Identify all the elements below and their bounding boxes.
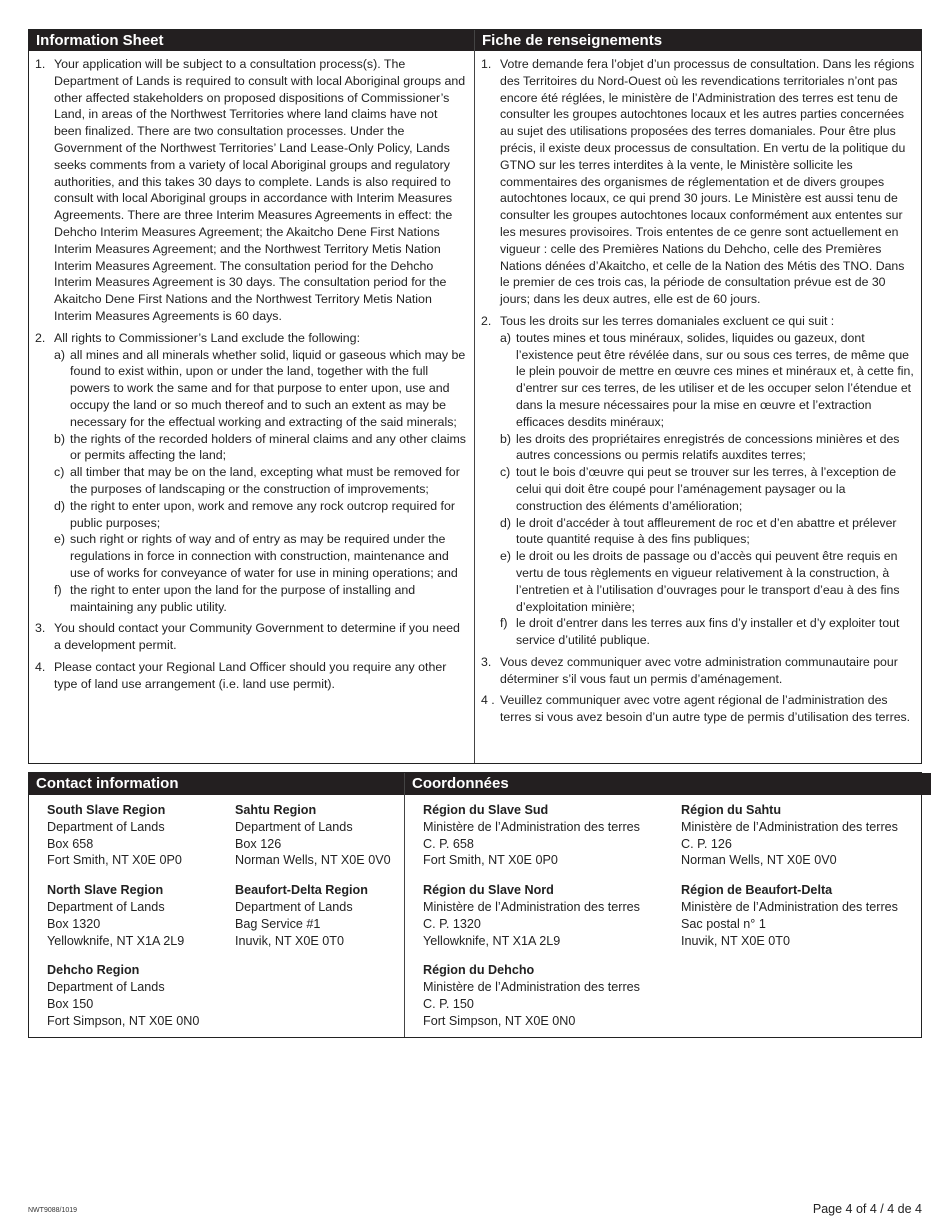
- item-number: 1.: [481, 57, 492, 71]
- postal-box: C. P. 658: [423, 836, 474, 851]
- postal-box: C. P. 150: [423, 996, 474, 1011]
- department-name: Ministère de l’Administration des terres: [681, 899, 898, 914]
- department-name: Ministère de l’Administration des terres: [423, 980, 640, 995]
- sub-item: [500, 431, 915, 465]
- information-list-fr: [481, 56, 915, 726]
- sub-item-text: the right to enter upon, work and remove any rock outcrop required for public purposes;: [70, 498, 456, 530]
- sub-item: [500, 548, 915, 615]
- item-text: Tous les droits sur les terres domaniales excluent ce qui suit :: [500, 313, 835, 328]
- sub-item-text: le droit d’accéder à tout affleurement de roc et d’en abattre et prélever toute quantité requise à des fins publiques;: [516, 515, 897, 547]
- list-item: [35, 56, 468, 325]
- item-text: You should contact your Community Government to determine if you need a development permit.: [54, 621, 460, 653]
- item-number: 2.: [481, 313, 492, 328]
- department-name: Department of Lands: [47, 980, 165, 995]
- postal-box: C. P. 1320: [423, 916, 481, 931]
- sub-item-text: all mines and all minerals whether solid, liquid or gaseous which may be found to exist within, upon or under the land, together with the full powers to work the same and for that purpose to enter upon, use and occupy the land or so much thereof and to such an extent as may be necessary for the effectual working and extracting of the said minerals;: [70, 347, 466, 429]
- page-number: Page 4 of 4 / 4 de 4: [812, 1202, 922, 1216]
- sub-item: [500, 615, 915, 649]
- region-name: Région du Sahtu: [681, 803, 782, 817]
- city-postal-code: Norman Wells, NT X0E 0V0: [681, 853, 837, 868]
- contact-address-grid-en: [29, 795, 404, 1030]
- postal-box: Box 658: [47, 836, 94, 851]
- regional-office-address: [423, 962, 681, 1029]
- sub-item-text: the right to enter upon the land for the purpose of installing and maintaining any public utility.: [70, 582, 416, 614]
- department-name: Department of Lands: [235, 819, 353, 834]
- sub-item-text: les droits des propriétaires enregistrés de concessions minières et des autres concessions ou permis relatifs auxdites terres;: [516, 431, 900, 463]
- sub-item: [54, 464, 468, 498]
- sub-item-letter: d): [500, 515, 511, 530]
- list-item: [481, 313, 915, 649]
- item-text: Veuillez communiquer avec votre agent régional de l’administration des terres si vous avez besoin d’un autre type de permis d’utilisation des terres.: [500, 693, 911, 725]
- sub-item-letter: e): [500, 549, 511, 564]
- item-text: Please contact your Regional Land Officer should you require any other type of land use arrangement (i.e. land use permit).: [54, 659, 447, 691]
- region-name: Dehcho Region: [47, 963, 140, 978]
- form-code: NWT9088/1019: [28, 1207, 78, 1214]
- sub-item-letter: a): [500, 330, 511, 345]
- sub-item-letter: a): [54, 347, 66, 362]
- sub-item-letter: f): [500, 616, 508, 631]
- regional-office-address: [47, 962, 235, 1029]
- sub-item-text: le droit ou les droits de passage ou d’accès qui peuvent être requis en vertu de tous règlements en vigueur relativement à la construction, à l’entretien et à l’utilisation d’ouvrages pour le transport d’eau à des fins d’exploitation minière;: [516, 549, 900, 614]
- department-name: Department of Lands: [235, 899, 353, 914]
- city-postal-code: Fort Simpson, NT X0E 0N0: [47, 1013, 200, 1028]
- regional-office-address: [47, 882, 235, 949]
- regional-office-address: [423, 802, 681, 869]
- sub-item-text: such right or rights of way and of entry as may be required under the regulations in force in connection with construction, maintenance and use of works for conveyance of water for use in mining operations; and: [70, 532, 458, 580]
- region-name: Région du Slave Nord: [423, 883, 554, 898]
- postal-box: Box 126: [235, 836, 282, 851]
- sub-item-text: tout le bois d’œuvre qui peut se trouver sur les terres, à l’exception de celui qui doit être coupé pour l’aménagement paysager ou la construction des éléments d’amélioration;: [516, 465, 897, 513]
- sub-item-letter: c): [500, 465, 511, 480]
- department-name: Department of Lands: [47, 819, 165, 834]
- regional-office-address: [235, 802, 405, 869]
- fiche-body: [475, 51, 921, 726]
- item-number: 3.: [35, 621, 46, 636]
- sub-item-text: le droit d’entrer dans les terres aux fins d’y installer et d’y exploiter tout service d’utilité publique.: [516, 616, 900, 648]
- city-postal-code: Fort Simpson, NT X0E 0N0: [423, 1013, 576, 1028]
- coordonnees-title: Coordonnées: [405, 773, 931, 795]
- list-item: [35, 620, 468, 654]
- regional-office-address: [681, 882, 931, 949]
- city-postal-code: Norman Wells, NT X0E 0V0: [235, 853, 391, 868]
- sub-item-letter: e): [54, 532, 66, 547]
- region-name: Région de Beaufort-Delta: [681, 883, 833, 898]
- information-list-en: [35, 56, 468, 692]
- fiche-title: Fiche de renseignements: [475, 30, 921, 51]
- information-sheet-title: Information Sheet: [29, 30, 474, 51]
- region-name: Région du Dehcho: [423, 963, 535, 978]
- exclusions-list-fr: [500, 330, 915, 649]
- item-number: 3.: [481, 654, 492, 669]
- item-text: Votre demande fera l’objet d’un processus de consultation. Dans les régions des Territoires du Nord-Ouest où les revendications territoriales n’ont pas encore été réglées, le ministère de l’Administration des terres est tenu de consulter les groupes autochtones locaux et les autres parties concernées au sujet des utilisations proposées des terres domaniales. Pour être plus précis, il existe deux processus de consultation. En vertu de la politique du GTNO sur les terres interdites à la vente, le Ministère sollicite les commentaires des organismes de réglementation et de divers groupes autochtones locaux, ce qui prend 30 jours. Le Ministère est aussi tenu de consulter les groupes autochtones locaux conformément aux ententes sur les mesures provisoires. Trois ententes de ce genre sont actuellement en vigueur : celle des Premières Nations du Dehcho, celle des Premières Nations dénées d’Akaitcho, et celle de la Nation des Métis des TNO. Dans le premier de ces trois cas, la période de consultation prévue est de 30 jours; dans les deux autres, elle est de 60 jours.: [500, 57, 915, 307]
- sub-item-text: all timber that may be on the land, excepting what must be removed for the purposes of landscaping or the construction of improvements;: [70, 465, 460, 496]
- item-text: All rights to Commissioner’s Land exclude the following:: [54, 330, 361, 345]
- department-name: Ministère de l’Administration des terres: [681, 819, 898, 834]
- contact-information-french: [405, 773, 931, 1037]
- postal-box: Box 150: [47, 996, 94, 1011]
- sub-item-letter: f): [54, 582, 62, 597]
- sub-item-text: toutes mines et tous minéraux, solides, liquides ou gazeux, dont l’existence peut être révélée dans, sur ou sous ces terres, de même que le plein pouvoir de mettre en œuvre ces mines et minéraux et, à cette fin, d’entrer sur ces terres, de les utiliser et de les occuper selon l’étendue et dans la mesure nécessaires pour la mise en œuvre et l’extraction efficaces desdits minéraux;: [516, 330, 914, 429]
- city-postal-code: Fort Smith, NT X0E 0P0: [47, 853, 182, 868]
- list-item: [481, 56, 915, 308]
- sub-item-letter: d): [54, 498, 66, 513]
- city-postal-code: Inuvik, NT X0E 0T0: [235, 933, 344, 948]
- region-name: South Slave Region: [47, 803, 166, 817]
- regional-office-address: [235, 882, 405, 949]
- sub-item: [54, 531, 468, 581]
- sub-item: [54, 347, 468, 431]
- item-number: 4 .: [481, 693, 495, 708]
- region-name: Région du Slave Sud: [423, 803, 549, 817]
- contact-title: Contact information: [29, 773, 404, 795]
- department-name: Ministère de l’Administration des terres: [423, 819, 640, 834]
- sub-item: [500, 515, 915, 549]
- contact-address-grid-fr: [405, 795, 931, 1030]
- sub-item-letter: c): [54, 465, 65, 480]
- sub-item-text: the rights of the recorded holders of mineral claims and any other claims or permits affecting the land;: [70, 431, 467, 463]
- region-name: Beaufort-Delta Region: [235, 883, 368, 898]
- exclusions-list-en: [54, 347, 468, 616]
- contact-information-table: [28, 772, 922, 1038]
- item-text: Your application will be subject to a consultation process(s). The Department of Lands is required to consult with local Aboriginal groups and other affected stakeholders on proposed dispositions of Commissioner’s Land, in areas of the Northwest Territories where land claims have not been finalized. There are two consultation processes. Under the Government of the Northwest Territories’ Land Lease-Only Policy, Lands seeks comments from a variety of local Aboriginal groups and regulatory authorities, and this takes 30 days to complete. Lands is also required to consult with local Aboriginal groups in accordance with Interim Measures Agreements. There are three Interim Measures Agreements in effect: the Dehcho Interim Measures Agreement; the Akaitcho Dene First Nations Interim Measures Agreement; and the Northwest Territory Metis Nation Interim Measures Agreement. The consultation period for the Dehcho Interim Measures Agreement is 30 days. The consultation period for the Akaitcho Dene First Nations and the Northwest Territory Metis Nation Interim Measures Agreements is 60 days.: [54, 57, 466, 323]
- list-item: [481, 654, 915, 688]
- sub-item: [54, 498, 468, 532]
- sub-item: [54, 582, 468, 616]
- item-number: 2.: [35, 330, 46, 345]
- item-number: 4.: [35, 659, 46, 674]
- contact-information-english: [29, 773, 405, 1037]
- region-name: Sahtu Region: [235, 803, 317, 817]
- sub-item: [500, 330, 915, 431]
- sub-item-letter: b): [500, 431, 511, 446]
- city-postal-code: Fort Smith, NT X0E 0P0: [423, 853, 558, 868]
- information-sheet-table: [28, 29, 922, 764]
- list-item: [35, 659, 468, 693]
- city-postal-code: Inuvik, NT X0E 0T0: [681, 933, 790, 948]
- region-name: North Slave Region: [47, 883, 164, 898]
- department-name: Department of Lands: [47, 899, 165, 914]
- list-item: [481, 692, 915, 726]
- postal-box: Sac postal n° 1: [681, 916, 766, 931]
- regional-office-address: [423, 882, 681, 949]
- item-number: 1.: [35, 57, 46, 71]
- regional-office-address: [47, 802, 235, 869]
- information-sheet-body: [29, 51, 474, 692]
- department-name: Ministère de l’Administration des terres: [423, 899, 640, 914]
- sub-item-letter: b): [54, 431, 66, 446]
- sub-item: [500, 464, 915, 514]
- information-sheet-english: [29, 30, 475, 763]
- postal-box: Box 1320: [47, 916, 101, 931]
- city-postal-code: Yellowknife, NT X1A 2L9: [423, 933, 561, 948]
- list-item: [35, 330, 468, 616]
- regional-office-address: [681, 802, 931, 869]
- item-text: Vous devez communiquer avec votre administration communautaire pour déterminer s’il vous faut un permis d’aménagement.: [500, 654, 898, 686]
- postal-box: Bag Service #1: [235, 916, 321, 931]
- information-sheet-french: [475, 30, 921, 763]
- city-postal-code: Yellowknife, NT X1A 2L9: [47, 933, 185, 948]
- postal-box: C. P. 126: [681, 836, 732, 851]
- sub-item: [54, 431, 468, 465]
